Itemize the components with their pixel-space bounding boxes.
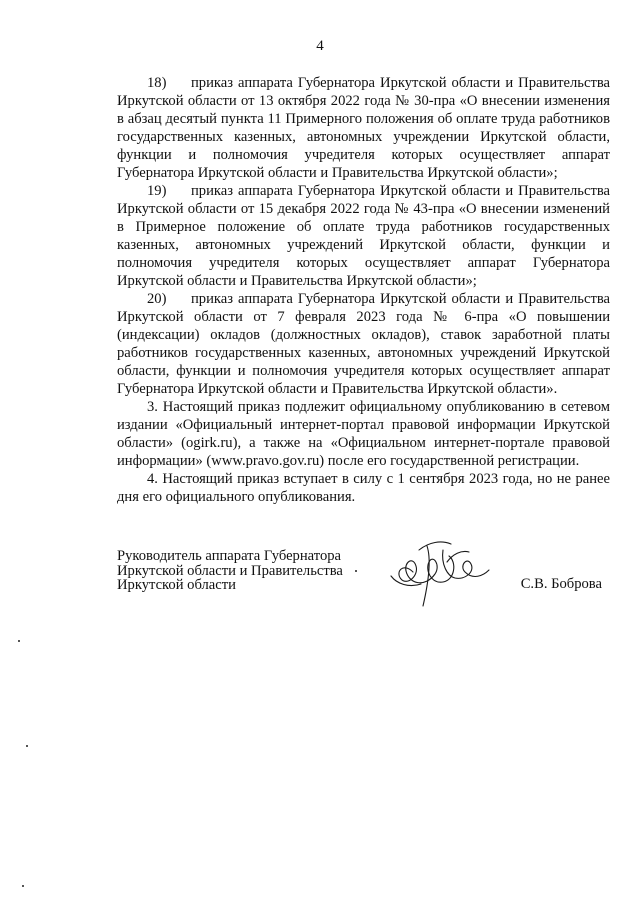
list-item-19	[117, 182, 610, 290]
list-item-20	[117, 290, 610, 398]
signatory-title-line: Иркутской области	[117, 577, 236, 593]
clause-4-effective-date: 4. Настоящий приказ вступает в силу с 1 сентября 2023 года, но не ранее дня его официального опубликования.	[117, 471, 610, 505]
scan-speck	[26, 745, 28, 747]
clause-3-publication: 3. Настоящий приказ подлежит официальному опубликованию в сетевом издании «Официальный интернет-портал правовой информации Иркутской области» (ogirk.ru), а также на «Официальном интернет-портале правовой информации» (www.pravo.gov.ru) после его государственной регистрации.	[117, 399, 610, 469]
page-number: 4	[316, 38, 324, 54]
scan-speck	[355, 570, 357, 572]
scan-speck	[18, 640, 20, 642]
item-number: 20)	[147, 291, 167, 307]
item-number: 19)	[147, 183, 167, 199]
document-body	[117, 74, 610, 506]
signatory-name: С.В. Боброва	[520, 576, 602, 592]
item-text: приказ аппарата Губернатора Иркутской области и Правительства Иркутской области от 15 декабря 2022 года № 43-пра «О внесении изменений в Примерное положение об оплате труда работников государственных казенных, автономных учреждений Иркутской области, функции и полномочия учредителя которых осуществляет аппарат Губернатора Иркутской области и Правительства Иркутской области»;	[117, 183, 610, 289]
item-text: приказ аппарата Губернатора Иркутской области и Правительства Иркутской области от 13 октября 2022 года № 30-пра «О внесении изменения в абзац десятый пункта 11 Примерного положения об оплате труда работников государственных казенных, автономных учреждении Иркутской области, функции и полномочия учредителя которых осуществляет аппарат Губернатора Иркутской области и Правительства Иркутской области»;	[117, 75, 610, 181]
item-text: приказ аппарата Губернатора Иркутской области и Правительства Иркутской области от 7 февраля 2023 года № 6-пра «О повышении (индексации) окладов (должностных окладов), ставок заработной платы работников государственных казенных, автономных учреждений Иркутской области, функции и полномочия учредителя которых осуществляет аппарат Губернатора Иркутской области и Правительства Иркутской области».	[117, 291, 610, 397]
item-number: 18)	[147, 75, 167, 91]
list-item-18	[117, 74, 610, 182]
signatory-title-line: Руководитель аппарата Губернатора	[117, 548, 342, 564]
handwritten-signature	[385, 532, 495, 612]
signatory-title	[117, 549, 377, 593]
signature-block	[117, 549, 610, 619]
signatory-title-line: Иркутской области и Правительства	[117, 562, 343, 579]
scan-speck	[22, 885, 24, 887]
